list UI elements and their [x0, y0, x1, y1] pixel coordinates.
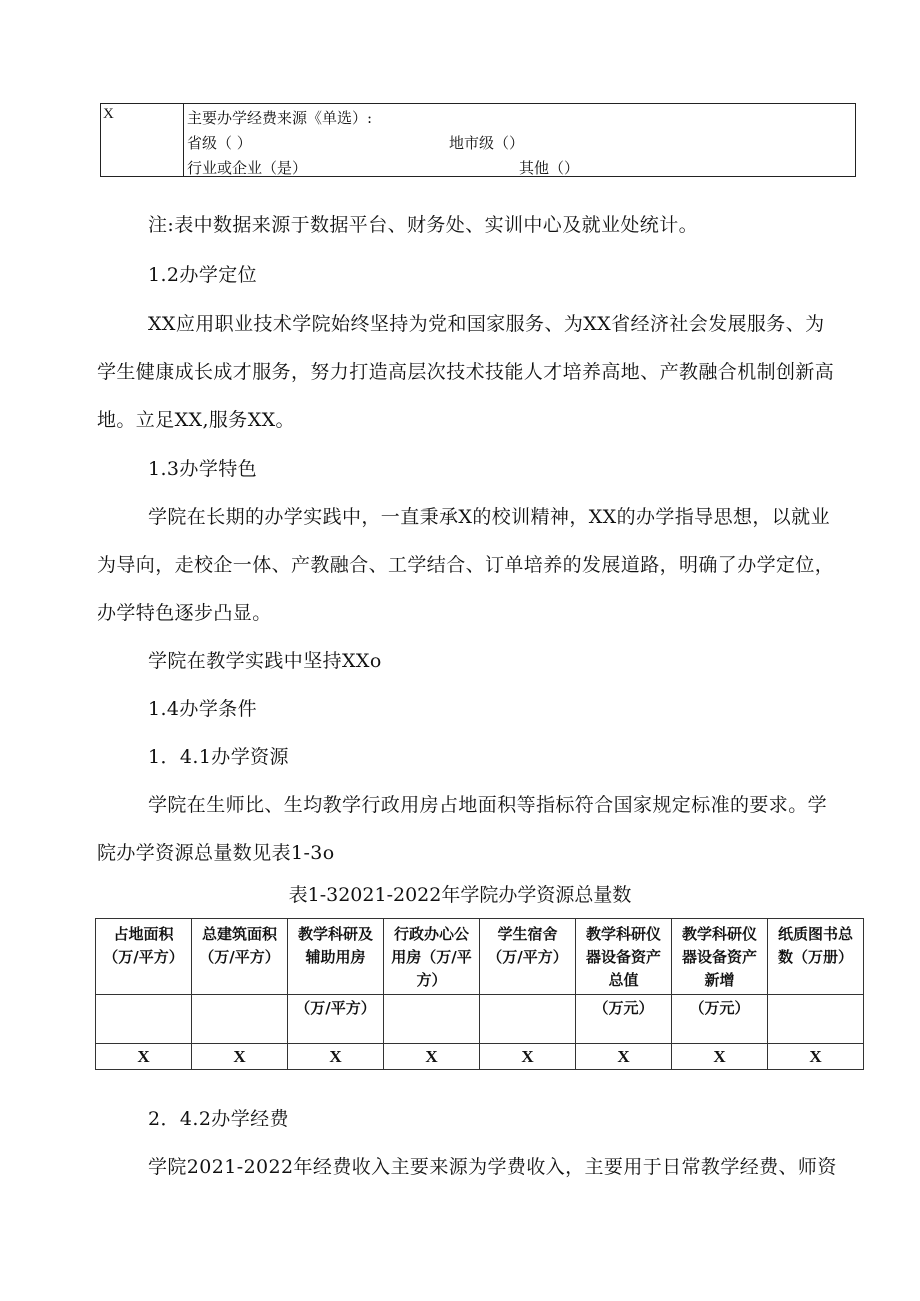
header-cell: 教学科研仪 器设备资产 总值: [576, 919, 672, 995]
header-cell: 行政办心公 用房（万/平 方）: [384, 919, 480, 995]
value-cell: X: [384, 1044, 480, 1070]
option-industry: 行业或企业（是）: [187, 159, 308, 177]
value-cell: X: [480, 1044, 576, 1070]
header-cell: 学生宿舍 （万/平方）: [480, 919, 576, 995]
unit-cell: [96, 995, 192, 1044]
unit-cell: （万元）: [576, 995, 672, 1044]
paragraph-line: 学生健康成长成才服务，努力打造高层次技术技能人才培养高地、产教融合机制创新高: [97, 361, 835, 383]
section-heading-1-3: 1.3办学特色: [148, 458, 258, 480]
header-cell: 教学科研仪 器设备资产 新增: [672, 919, 768, 995]
paragraph-line: XX应用职业技术学院始终坚持为党和国家服务、为XX省经济社会发展服务、为: [148, 313, 825, 335]
paragraph-line: 办学特色逐步凸显。: [97, 602, 272, 624]
table-divider: [183, 104, 184, 176]
resource-table: [95, 918, 864, 1070]
paragraph-line: 为导向，走校企一体、产教融合、工学结合、订单培养的发展道路，明确了办学定位，: [97, 554, 835, 576]
unit-cell: [768, 995, 864, 1044]
paragraph-line: 院办学资源总量数见表1-3o: [97, 842, 335, 864]
value-cell: X: [96, 1044, 192, 1070]
table-id-cell: X: [103, 106, 114, 122]
funding-source-table: [100, 103, 856, 177]
paragraph-line: 地。立足XX,服务XX。: [97, 409, 295, 431]
paragraph-line: 学院在生师比、生均教学行政用房占地面积等指标符合国家规定标准的要求。学: [148, 794, 828, 816]
option-provincial: 省级（ ）: [187, 134, 252, 152]
paragraph-line: 学院在教学实践中坚持XXo: [148, 650, 382, 672]
option-other: 其他（）: [519, 159, 580, 177]
section-heading-1-2: 1.2办学定位: [148, 264, 258, 286]
option-city: 地市级（）: [449, 134, 525, 152]
funding-question: 主要办学经费来源《单选）:: [187, 109, 373, 127]
paragraph-line: 学院2021-2022年经费收入主要来源为学费收入，主要用于日常教学经费、师资: [148, 1156, 837, 1178]
paragraph-line: 学院在长期的办学实践中，一直秉承X的校训精神，XX的办学指导思想，以就业: [148, 506, 830, 528]
table-caption: 表1-32021-2022年学院办学资源总量数: [288, 884, 632, 906]
subsection-heading-1-4-1: 1．4.1办学资源: [148, 746, 289, 768]
unit-cell: （万元）: [672, 995, 768, 1044]
unit-cell: [192, 995, 288, 1044]
value-cell: X: [768, 1044, 864, 1070]
header-cell: 纸质图书总 数（万册）: [768, 919, 864, 995]
section-heading-1-4: 1.4办学条件: [148, 698, 258, 720]
unit-cell: [384, 995, 480, 1044]
unit-cell: [480, 995, 576, 1044]
value-cell: X: [288, 1044, 384, 1070]
header-cell: 总建筑面积 （万/平方）: [192, 919, 288, 995]
value-cell: X: [672, 1044, 768, 1070]
subsection-heading-2-4-2: 2．4.2办学经费: [148, 1108, 289, 1130]
unit-cell: （万/平方）: [288, 995, 384, 1044]
header-cell: 教学科研及 辅助用房: [288, 919, 384, 995]
data-source-note: 注:表中数据来源于数据平台、财务处、实训中心及就业处统计。: [148, 214, 699, 236]
value-cell: X: [576, 1044, 672, 1070]
header-cell: 占地面积 （万/平方）: [96, 919, 192, 995]
value-cell: X: [192, 1044, 288, 1070]
